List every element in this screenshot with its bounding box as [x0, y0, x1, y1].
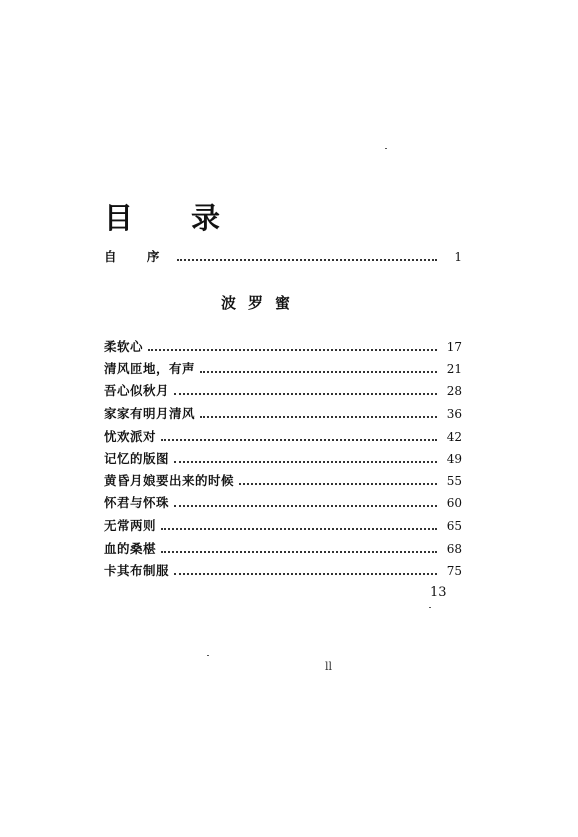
toc-entry-page: 17	[446, 340, 462, 354]
toc-entry	[104, 404, 462, 422]
toc-entry	[104, 493, 462, 511]
dot-leader	[177, 259, 437, 261]
scan-speck	[207, 655, 209, 656]
toc-entry-page: 49	[446, 452, 462, 466]
toc-entry-page: 1	[454, 250, 462, 264]
toc-entry-page: 36	[446, 407, 462, 421]
toc-entry	[104, 516, 462, 534]
toc-entry-label: 记忆的版图	[104, 451, 170, 466]
toc-entry	[104, 539, 462, 557]
toc-entry-page: 65	[446, 519, 462, 533]
toc-entry	[104, 471, 462, 489]
toc-entry	[104, 337, 462, 355]
dot-leader	[161, 551, 437, 553]
page-number: 13	[430, 585, 447, 600]
dot-leader	[174, 573, 437, 575]
toc-entry-page: 75	[446, 564, 462, 578]
toc-entry-page: 42	[446, 430, 462, 444]
toc-entry-page: 55	[446, 474, 462, 488]
dot-leader	[200, 371, 437, 373]
title-char-2: 录	[191, 201, 221, 235]
toc-entry-label: 黄昏月娘要出来的时候	[104, 473, 235, 488]
toc-entry-page: 21	[446, 362, 462, 376]
toc-entry-label: 家家有明月清风	[104, 406, 196, 421]
toc-entry-label: 吾心似秋月	[104, 383, 170, 398]
dot-leader	[174, 393, 437, 395]
toc-entry-label: 血的桑椹	[104, 541, 157, 556]
scan-speck	[429, 607, 431, 608]
toc-entry	[104, 381, 462, 399]
dot-leader	[239, 483, 437, 485]
toc-entry-page: 68	[446, 542, 462, 556]
scan-speck	[385, 148, 387, 149]
toc-entry-label: 忧欢派对	[104, 429, 157, 444]
title-char-1: 目	[104, 201, 134, 235]
toc-entry	[104, 449, 462, 467]
footer-mark: ll	[325, 660, 333, 673]
toc-entry-preface	[104, 247, 462, 265]
toc-entry	[104, 427, 462, 445]
dot-leader	[161, 528, 437, 530]
toc-entry-label: 卡其布制服	[104, 563, 170, 578]
section-heading: 波罗蜜	[221, 294, 303, 312]
dot-leader	[200, 416, 437, 418]
dot-leader	[174, 505, 437, 507]
toc-entry	[104, 561, 462, 579]
toc-entry-label: 无常两则	[104, 518, 157, 533]
toc-entry-label: 怀君与怀珠	[104, 495, 170, 510]
toc-entry-label: 柔软心	[104, 339, 144, 354]
toc-entry-page: 60	[446, 496, 462, 510]
toc-entry	[104, 359, 462, 377]
toc-entry-label: 清风匝地，有声	[104, 361, 196, 376]
toc-entry-label: 自 序	[104, 249, 173, 264]
dot-leader	[174, 461, 437, 463]
dot-leader	[161, 439, 437, 441]
toc-entry-page: 28	[446, 384, 462, 398]
dot-leader	[148, 349, 437, 351]
